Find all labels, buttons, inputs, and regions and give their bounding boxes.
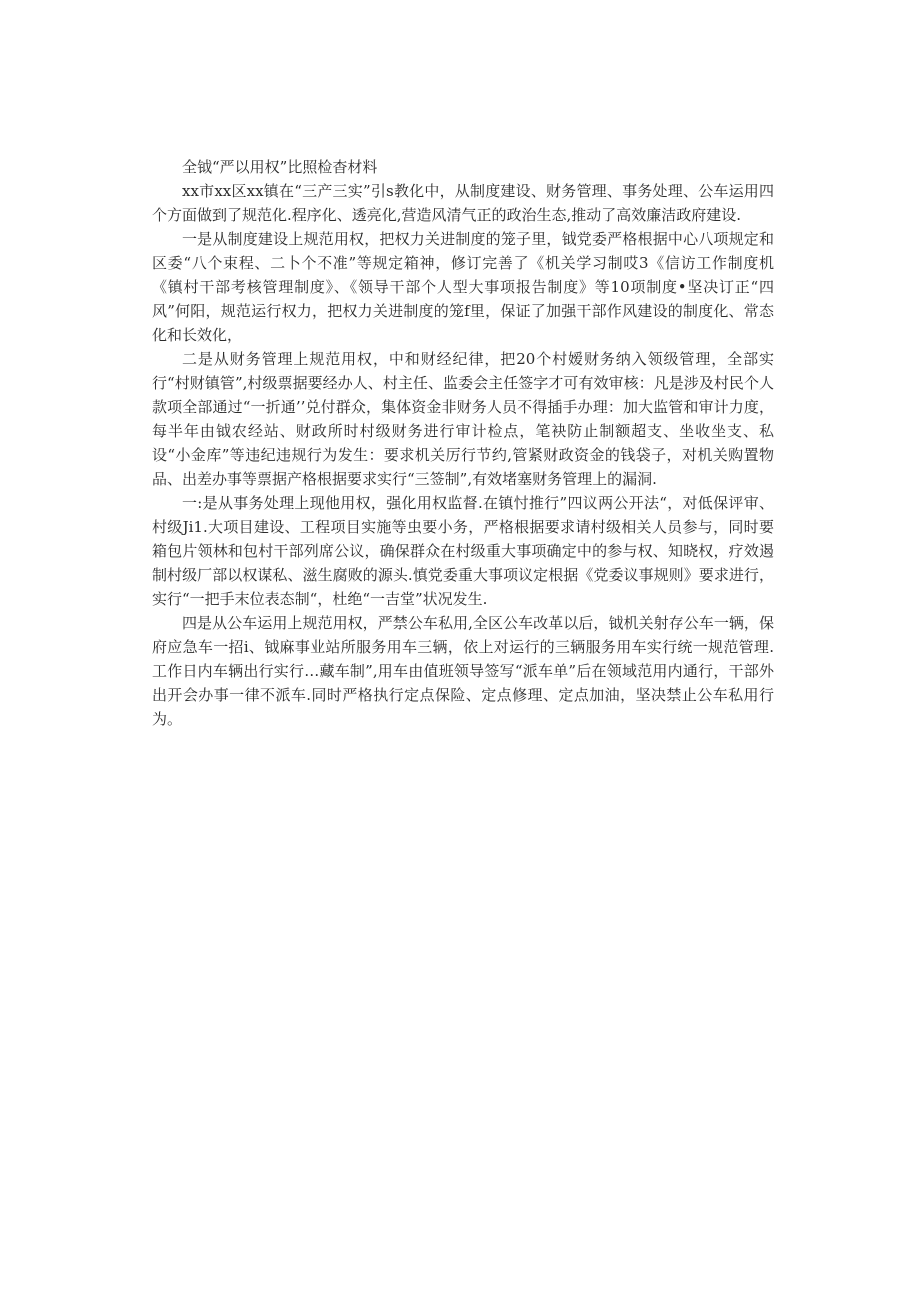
paragraph-affairs-handling: 一:是从事务处理上现他用权，强化用权监督.在镇忖推行”四议两公开法“，对低保评审、村级Ji1.大项目建设、工程项目实施等虫要小务，严格根据要求请村级相关人员参与，同时要箱包片领林和包村干部列席公议，确保群众在村级重大事项确定中的参与权、知晓权，疗效遏制村级厂部以权谋私、滋生腐败的源头.慎党委重大事项议定根据《党委议事规则》要求进行，实行“一把手末位表态制“，杜绝“一吉堂”状况发生. bbox=[152, 494, 774, 608]
paragraph-system-building: 一是从制度建设上规范用权，把权力关进制度的笼子里，钺党委严格根据中心八项规定和区委“八个束程、二卜个不准”等规定箱神，修订完善了《机关学习制哎3《信访工作制度机《镇村干部考核管理制度》、《领导干部个人型大事项报告制度》等10项制度•坚决订正“四风”何阳，规范运行权力，把权力关进制度的笼f里，保证了加强干部作风建设的制度化、常态化和长效化， bbox=[152, 230, 774, 344]
paragraph-financial-management: 二是从财务管理上规范用权，中和财经纪律，把20个村嫒财务纳入领级管理，全部实行“村财镇管”,村级票据要经办人、村主任、监委会主任签字才可有效审核：凡是涉及村民个人款项全部通过“一折通’’兑付群众，集体资金非财务人员不得插手办理：加大监管和审计力度，每半年由钺农经站、财政所时村级财务进行审计检点，笔袂防止制额超支、坐收坐支、私设“小金库”等违纪违规行为发生：要求机关厉行节约,管紧财政资金的钱袋子，对机关购置物品、出差办事等票据产格根据要求实行“三签制”,有效堵塞财务管理上的漏洞. bbox=[152, 350, 774, 488]
document-body bbox=[152, 155, 774, 731]
paragraph-official-vehicles: 四是从公车运用上规范用权，严禁公车私用,全区公车改革以后，钺机关射存公车一辆，保府应急车一招i、钺麻事业站所服务用车三辆，依上对运行的三辆服务用车实行统一规范管理.工作日内车辆出行实行…藏车制”,用车由值班领导签写“派车单”后在领域范用内通行，干部外出开会办事一律不派车.同时严格执行定点保险、定点修理、定点加油，坚决禁止公车私用行为。 bbox=[152, 614, 774, 728]
paragraph-intro: xx市xx区xx镇在“三产三实”引s教化中，从制度建设、财务管理、事务处理、公车运用四个方面做到了规范化.程序化、透亮化,营造风清气正的政治生态,推动了高效廉洁政府建设. bbox=[152, 182, 774, 224]
document-title: 全钺“严以用权”比照检杳材料 bbox=[182, 158, 378, 176]
